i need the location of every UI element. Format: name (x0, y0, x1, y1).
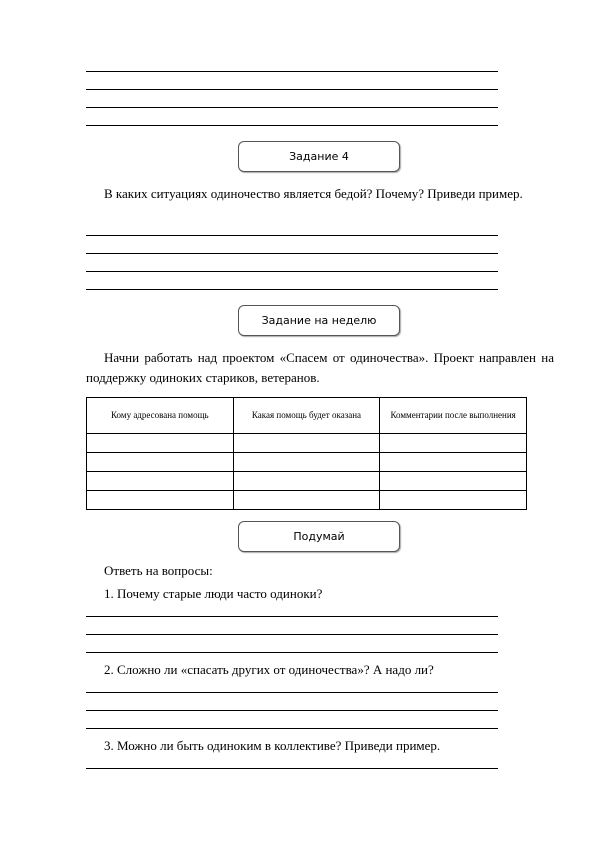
task4-title-box (238, 141, 400, 172)
week-task-title: Задание на неделю (261, 314, 377, 327)
table-cell[interactable] (233, 453, 380, 472)
answer-line[interactable] (86, 271, 498, 272)
answer-line[interactable] (86, 289, 498, 290)
table-cell[interactable] (233, 434, 380, 453)
table-cell[interactable] (380, 472, 527, 491)
task4-text: В каких ситуациях одиночество является бедой? Почему? Приведи пример. (104, 186, 523, 201)
question-2: 2. Сложно ли «спасать других от одиночества»? А надо ли? (104, 662, 434, 677)
week-task-title-box (238, 305, 400, 336)
answer-line[interactable] (86, 107, 498, 108)
answer-line[interactable] (86, 616, 498, 617)
table-row (87, 453, 527, 472)
table-header-row (87, 398, 527, 434)
table-cell[interactable] (380, 434, 527, 453)
answer-line[interactable] (86, 692, 498, 693)
table-row (87, 491, 527, 510)
table-cell[interactable] (87, 491, 234, 510)
think-intro: Ответь на вопросы: (104, 563, 213, 578)
answer-line[interactable] (86, 89, 498, 90)
week-task-text: Начни работать над проектом «Спасем от одиночества». Проект направлен на поддержку одиноких стариков, ветеранов. (86, 350, 554, 385)
table-header-cell: Кому адресована помощь (87, 398, 234, 434)
answer-line[interactable] (86, 634, 498, 635)
answer-line[interactable] (86, 768, 498, 769)
think-title: Подумай (293, 530, 345, 543)
answer-line[interactable] (86, 71, 498, 72)
answer-line[interactable] (86, 710, 498, 711)
table-cell[interactable] (233, 472, 380, 491)
answer-line[interactable] (86, 253, 498, 254)
table-header-cell: Комментарии после выполнения (380, 398, 527, 434)
think-title-box (238, 521, 400, 552)
table-row (87, 472, 527, 491)
project-table (86, 397, 527, 510)
table-cell[interactable] (87, 472, 234, 491)
answer-line[interactable] (86, 235, 498, 236)
answer-line[interactable] (86, 728, 498, 729)
answer-line[interactable] (86, 652, 498, 653)
table-cell[interactable] (380, 491, 527, 510)
table-row (87, 434, 527, 453)
table-cell[interactable] (380, 453, 527, 472)
question-3: 3. Можно ли быть одиноким в коллективе? Приведи пример. (104, 738, 441, 753)
table-cell[interactable] (87, 434, 234, 453)
table-cell[interactable] (233, 491, 380, 510)
table-cell[interactable] (87, 453, 234, 472)
task4-title: Задание 4 (289, 150, 349, 163)
question-1: 1. Почему старые люди часто одиноки? (104, 586, 323, 601)
answer-line[interactable] (86, 125, 498, 126)
table-header-cell: Какая помощь будет оказана (233, 398, 380, 434)
